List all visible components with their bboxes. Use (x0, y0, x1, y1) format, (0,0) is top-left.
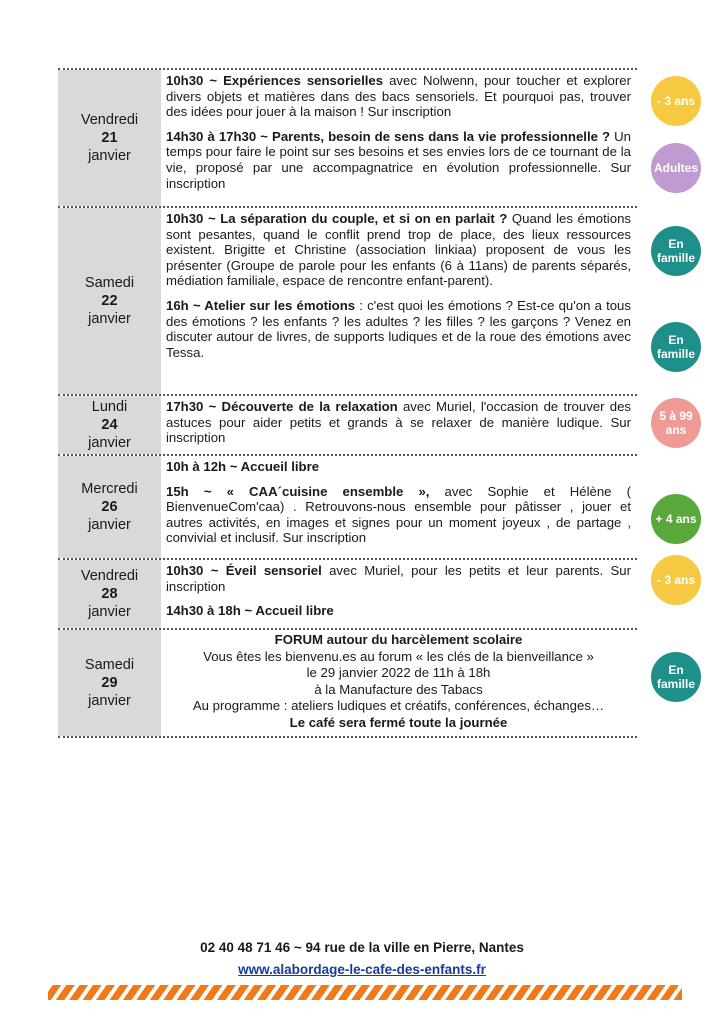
event-title: 10h30 ~ Éveil sensoriel (166, 563, 322, 578)
badge-label: 5 à 99 ans (659, 409, 693, 437)
event-text: avec Nolwenn, pour toucher et explorer divers objets et matières dans des bacs sensoriels. Et pourquoi pas, trouver des idées pour jouer à la maison ! Sur inscription (166, 73, 631, 120)
event-text: avec Sophie et Hélène ( BienvenueCom'caa) . Retrouvons-nous ensemble pour pâtisser , jouer et autres activités, en images et signes pour un moment joyeux , de partage , convivial et inclusif. Sur inscription (166, 483, 631, 546)
forum-line: le 29 janvier 2022 de 11h à 18h (306, 665, 491, 680)
events-cell (161, 208, 637, 394)
event-text: Un temps pour faire le point sur ses besoins et ses envies lors de ce tournant de la vie, proposé par une accompagnatrice en évolution professionnelle. Sur inscription (166, 128, 632, 191)
age-badge (651, 322, 701, 372)
weekday: Lundi (91, 399, 128, 415)
weekday: Mercredi (81, 481, 138, 497)
month: janvier (88, 311, 131, 327)
age-badge (651, 76, 701, 126)
month: janvier (88, 148, 131, 164)
event-title: 14h30 à 18h ~ Accueil libre (166, 603, 334, 619)
forum-title: FORUM autour du harcèlement scolaire (274, 632, 523, 647)
weekday: Samedi (84, 275, 135, 291)
date-cell (58, 456, 161, 558)
forum-line: Au programme : ateliers ludiques et créatifs, conférences, échanges… (192, 698, 605, 713)
event-title: 10h à 12h ~ Accueil libre (166, 459, 320, 474)
badge-label: Adultes (653, 161, 698, 175)
day-row (58, 630, 637, 738)
event (166, 129, 631, 191)
forum-line: à la Manufacture des Tabacs (314, 681, 483, 697)
event (166, 399, 631, 446)
decorative-stripe (48, 985, 682, 1000)
age-badge (651, 494, 701, 544)
day-row (58, 208, 637, 396)
event (166, 603, 631, 619)
website-link[interactable]: www.alabordage-le-cafe-des-enfants.fr (238, 962, 486, 977)
forum-closing-notice: Le café sera fermé toute la journée (289, 714, 508, 730)
day-number: 29 (101, 675, 118, 691)
forum-line: Vous êtes les bienvenu.es au forum « les clés de la bienveillance » (203, 648, 594, 664)
events-cell (161, 560, 637, 628)
day-row (58, 560, 637, 630)
month: janvier (88, 604, 131, 620)
weekday: Samedi (84, 657, 135, 673)
day-row (58, 70, 637, 208)
footer-website-row (0, 962, 724, 977)
age-badge (651, 652, 701, 702)
event-title: 10h30 ~ La séparation du couple, et si on en parlait ? (166, 211, 508, 226)
date-cell (58, 630, 161, 736)
day-row (58, 456, 637, 560)
forum-cell (161, 630, 637, 736)
badge-label: En famille (656, 237, 695, 265)
badge-label: + 4 ans (655, 512, 697, 526)
month: janvier (88, 517, 131, 533)
event-title: 15h ~ « CAA´cuisine ensemble », (166, 483, 430, 499)
event-text: avec Muriel, pour les petits et leur parents. Sur inscription (166, 563, 631, 594)
day-number: 28 (101, 586, 118, 602)
weekday: Vendredi (80, 112, 139, 128)
date-cell (58, 208, 161, 394)
age-badge (651, 398, 701, 448)
badge-label: En famille (656, 333, 695, 361)
schedule-table (58, 68, 637, 738)
event (166, 563, 631, 594)
events-cell (161, 70, 637, 206)
event (166, 211, 631, 289)
badge-label: - 3 ans (656, 94, 695, 108)
month: janvier (88, 693, 131, 709)
event-title: 16h ~ Atelier sur les émotions (166, 297, 356, 313)
date-cell (58, 396, 161, 454)
day-number: 24 (101, 417, 118, 433)
age-badge (651, 143, 701, 193)
event-text: avec Muriel, l'occasion de trouver des astuces pour aider petits et grands à se relaxer de manière ludique. Sur inscription (166, 399, 631, 446)
age-badge (651, 226, 701, 276)
footer-contact: 02 40 48 71 46 ~ 94 rue de la ville en Pierre, Nantes (200, 940, 524, 955)
badge-label: En famille (656, 663, 695, 691)
month: janvier (88, 435, 131, 451)
event-title: 17h30 ~ Découverte de la relaxation (166, 399, 398, 414)
events-cell (161, 396, 637, 454)
event (166, 484, 631, 546)
day-row (58, 396, 637, 456)
age-badge (651, 555, 701, 605)
events-cell (161, 456, 637, 558)
day-number: 21 (101, 130, 118, 146)
event-text: : c'est quoi les émotions ? Est-ce qu'on a tous des émotions ? les enfants ? les adultes ? les filles ? les garçons ? Venez en discuter autour de livres, de supports ludiques et de la roue des émotions avec Tessa. (166, 297, 631, 360)
day-number: 26 (101, 499, 118, 515)
badge-label: - 3 ans (656, 573, 695, 587)
event (166, 298, 631, 360)
event (166, 459, 631, 475)
date-cell (58, 560, 161, 628)
date-cell (58, 70, 161, 206)
event-title: 14h30 à 17h30 ~ Parents, besoin de sens dans la vie professionnelle ? (166, 128, 611, 144)
event-text: Quand les émotions sont pesantes, quand le conflit prend trop de place, des lieux ressources existent. Brigitte et Christine (association linkiaa) proposent de vous les présenter (Groupe de parole pour les enfants (6 à 11ans) de parents séparés, médiation familiale, espace de rencontre enfant-parent). (166, 211, 631, 289)
event-title: 10h30 ~ Expériences sensorielles (166, 73, 384, 88)
day-number: 22 (101, 293, 118, 309)
weekday: Vendredi (80, 568, 139, 584)
event (166, 73, 631, 120)
